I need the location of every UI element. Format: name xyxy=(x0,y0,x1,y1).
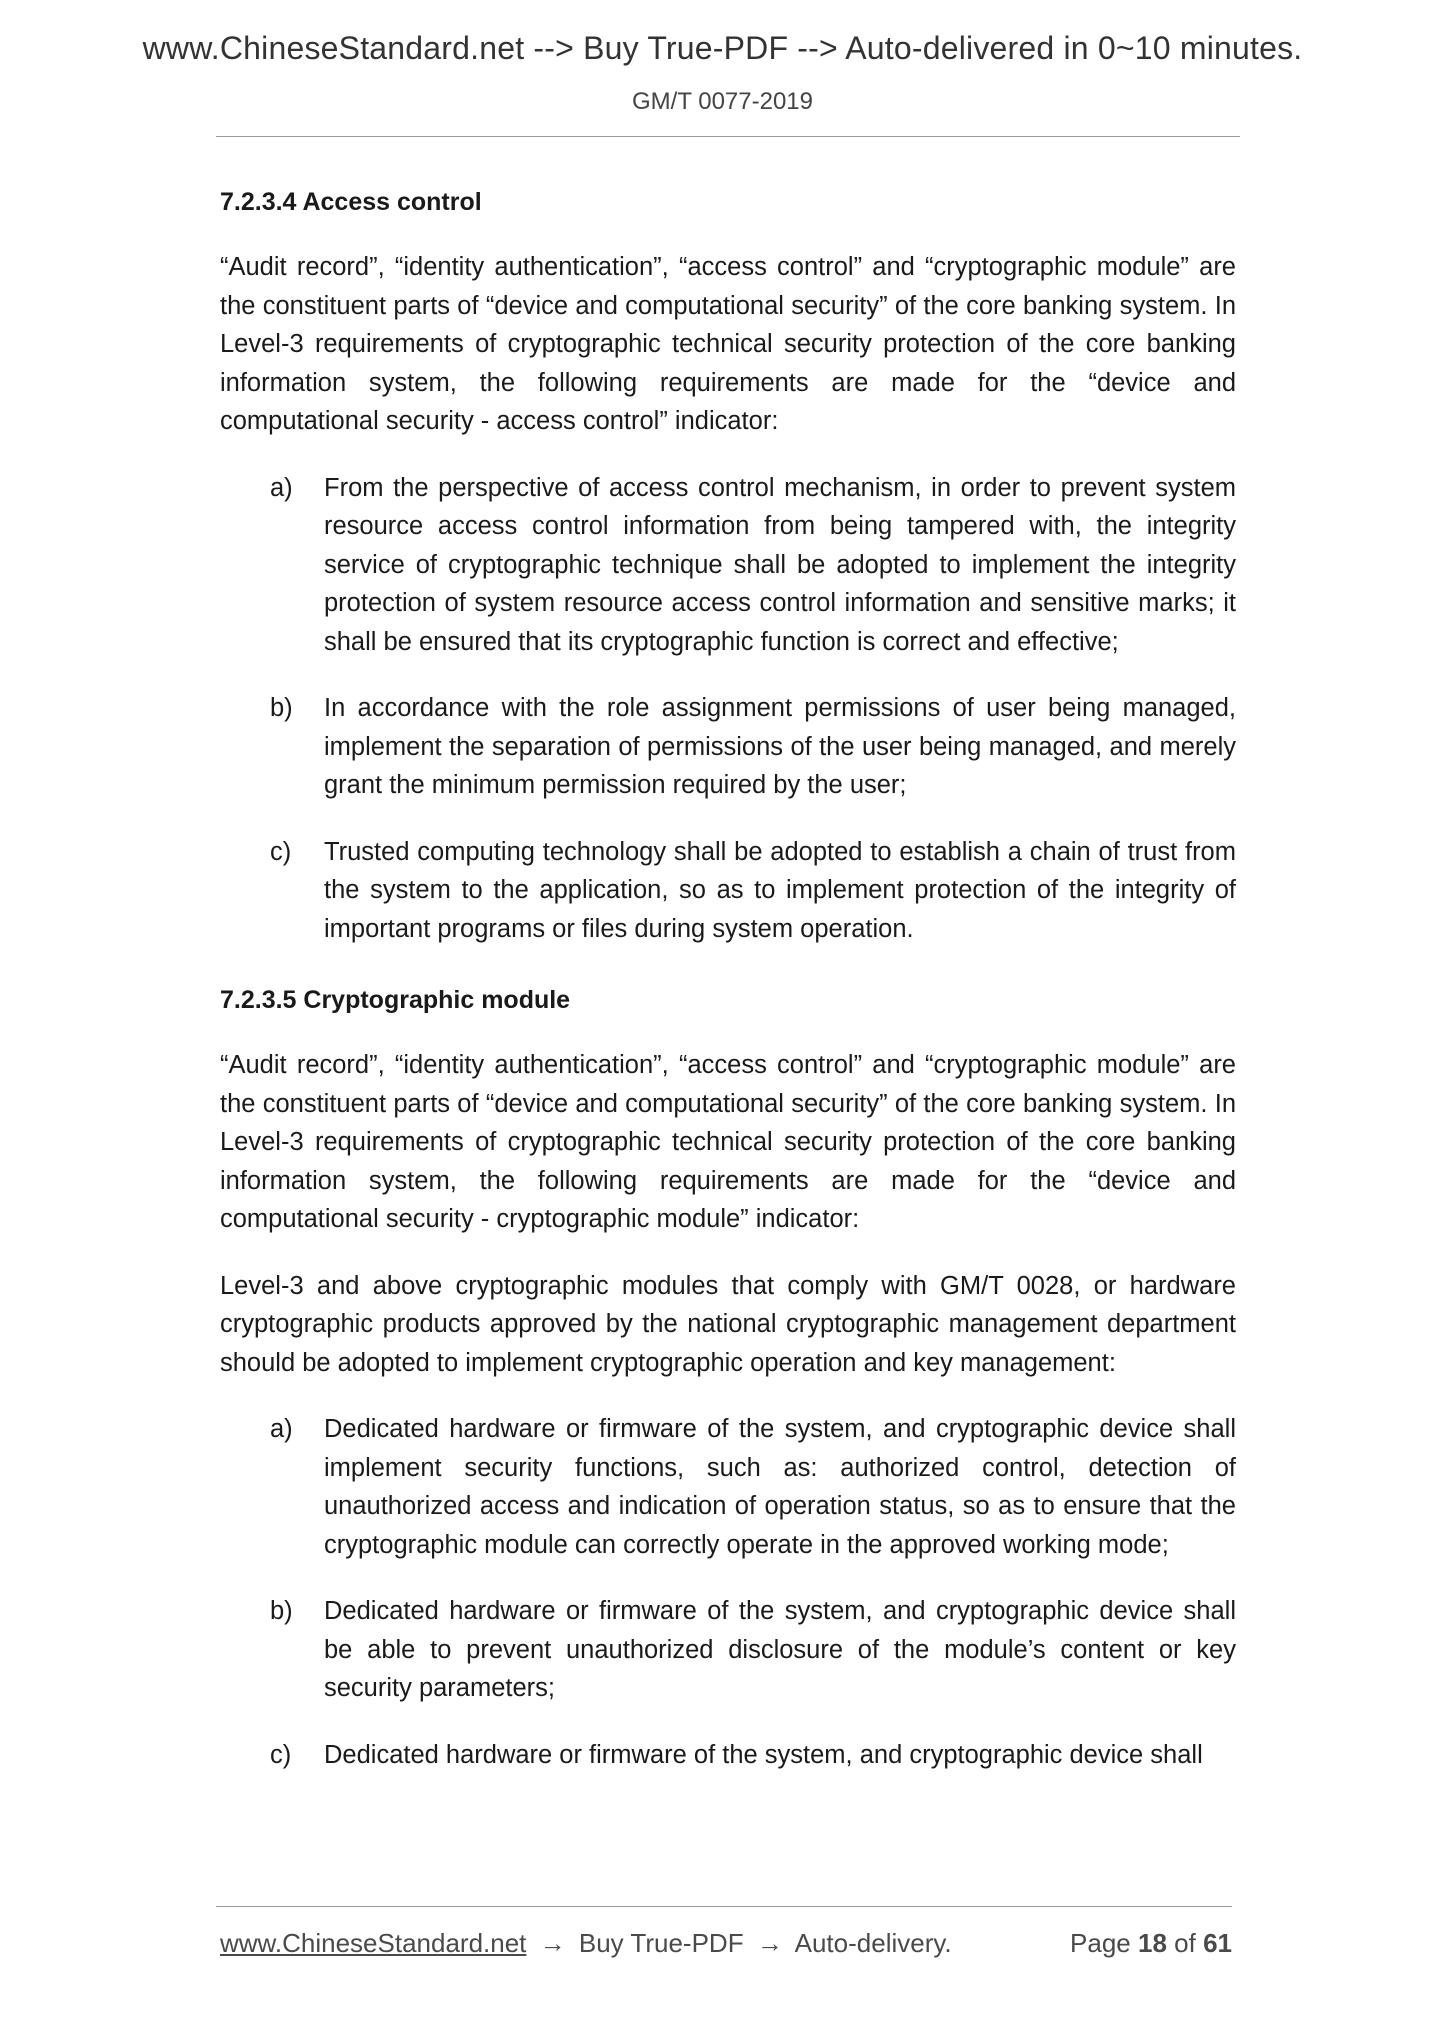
list-marker: a) xyxy=(270,1415,293,1443)
requirements-list xyxy=(220,1410,1236,1774)
footer-divider xyxy=(216,1906,1232,1907)
list-marker: b) xyxy=(270,1597,293,1625)
page-content xyxy=(220,178,1236,1802)
arrow-icon: → xyxy=(756,1928,783,1958)
list-item-text: Dedicated hardware or firmware of the system, and cryptographic device shall implement security functions, such as: authorized control, detection of unauthorized access and indication of operation status, so as to ensure that the cryptographic module can correctly operate in the approved working mode; xyxy=(324,1415,1236,1559)
section-intro-paragraph: “Audit record”, “identity authentication”, “access control” and “cryptographic module” are the constituent parts of “device and computational security” of the core banking system. In Level-3 requirements of cryptographic technical security protection of the core banking information system, the following requirements are made for the “device and computational security - cryptographic module” indicator: xyxy=(220,1051,1236,1233)
section-heading-cryptographic-module: 7.2.3.5 Cryptographic module xyxy=(220,986,571,1014)
top-banner: www.ChineseStandard.net --> Buy True-PDF --> Auto-delivered in 0~10 minutes. xyxy=(142,30,1303,66)
list-item xyxy=(220,833,1236,949)
list-item-text: Trusted computing technology shall be adopted to establish a chain of trust from the system to the application, so as to implement protection of the integrity of important programs or files during system operation. xyxy=(324,837,1236,943)
list-marker: c) xyxy=(270,837,292,866)
list-item-text: In accordance with the role assignment permissions of user being managed, implement the separation of permissions of the user being managed, and merely grant the minimum permission required by the user; xyxy=(324,694,1236,799)
list-item xyxy=(220,1736,1236,1775)
page-word: Page xyxy=(1070,1928,1131,1958)
list-marker: c) xyxy=(270,1740,292,1769)
of-word: of xyxy=(1174,1928,1196,1958)
list-item xyxy=(220,1592,1236,1708)
section-heading-access-control: 7.2.3.4 Access control xyxy=(220,188,482,216)
section-intro-paragraph: “Audit record”, “identity authentication”, “access control” and “cryptographic module” are the constituent parts of “device and computational security” of the core banking system. In Level-3 requirements of cryptographic technical security protection of the core banking information system, the following requirements are made for the “device and computational security - access control” indicator: xyxy=(220,253,1236,435)
list-item-text: Dedicated hardware or firmware of the system, and cryptographic device shall xyxy=(324,1740,1203,1769)
list-marker: a) xyxy=(270,473,293,502)
total-pages: 61 xyxy=(1203,1928,1232,1958)
footer-delivery-text: Auto-delivery. xyxy=(794,1928,952,1958)
page-footer xyxy=(220,1928,1232,1959)
list-marker: b) xyxy=(270,694,293,722)
list-item-text: From the perspective of access control mechanism, in order to prevent system resource access control information from being tampered with, the integrity service of cryptographic technique shall be adopted to implement the integrity protection of system resource access control information and sensitive marks; it shall be ensured that its cryptographic function is correct and effective; xyxy=(324,473,1236,656)
document-code: GM/T 0077-2019 xyxy=(632,88,813,115)
requirements-list xyxy=(220,469,1236,949)
page-number: 18 xyxy=(1138,1928,1167,1958)
list-item xyxy=(220,469,1236,662)
footer-site-link[interactable]: www.ChineseStandard.net xyxy=(220,1928,527,1958)
header-divider xyxy=(216,136,1240,137)
footer-buy-text: Buy True-PDF xyxy=(578,1928,744,1958)
arrow-icon: → xyxy=(539,1928,566,1958)
list-item-text: Dedicated hardware or firmware of the system, and cryptographic device shall be able to prevent unauthorized disclosure of the module’s content or key security parameters; xyxy=(324,1597,1236,1702)
page-indicator xyxy=(1070,1928,1232,1959)
list-item xyxy=(220,1410,1236,1564)
list-item xyxy=(220,689,1236,805)
section-intro-paragraph-2: Level-3 and above cryptographic modules that comply with GM/T 0028, or hardware cryptographic products approved by the national cryptographic management department should be adopted to implement cryptographic operation and key management: xyxy=(220,1271,1236,1377)
